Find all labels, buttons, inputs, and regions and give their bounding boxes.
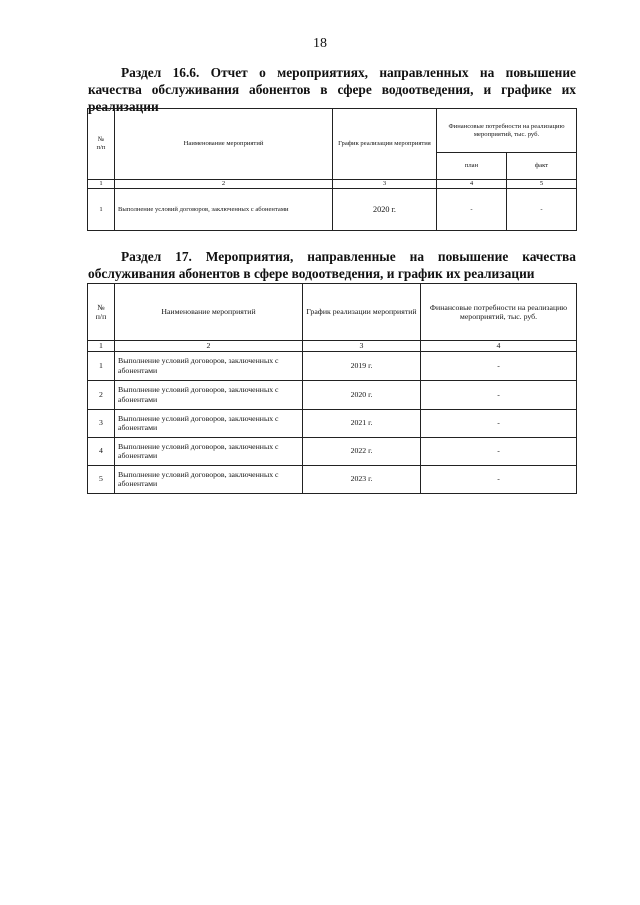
header-num: № п/п	[88, 284, 115, 341]
column-number: 4	[421, 341, 577, 352]
header-schedule: График реализации мероприятий	[303, 284, 421, 341]
header-name: Наименование мероприятий	[115, 109, 333, 180]
row-plan: -	[437, 189, 507, 231]
row-number: 2	[88, 380, 115, 409]
row-cost: -	[421, 465, 577, 493]
row-number: 1	[88, 351, 115, 380]
row-name: Выполнение условий договоров, заключенных с абонентами	[115, 189, 333, 231]
row-year: 2021 г.	[303, 409, 421, 437]
column-number: 2	[115, 341, 303, 352]
section-16-6-table	[87, 108, 577, 231]
column-number: 4	[437, 180, 507, 189]
row-cost: -	[421, 380, 577, 409]
row-number: 3	[88, 409, 115, 437]
row-number: 1	[88, 189, 115, 231]
column-number: 5	[507, 180, 577, 189]
row-number: 4	[88, 437, 115, 465]
section-16-6-title: Раздел 16.6. Отчет о мероприятиях, направленных на повышение качества обслуживания абонентов в сфере водоотведения, и графике их реализации	[88, 65, 576, 114]
row-cost: -	[421, 409, 577, 437]
row-fact: -	[507, 189, 577, 231]
header-fact: факт	[507, 153, 577, 180]
header-schedule: График реализации мероприятия	[333, 109, 437, 180]
table-row	[88, 351, 577, 380]
header-finance: Финансовые потребности на реализацию мероприятий, тыс. руб.	[437, 109, 577, 153]
row-year: 2019 г.	[303, 351, 421, 380]
header-name: Наименование мероприятий	[115, 284, 303, 341]
section-17-title: Раздел 17. Мероприятия, направленные на повышение качества обслуживания абонентов в сфере водоотведения, и график их реализации	[88, 249, 576, 281]
row-name: Выполнение условий договоров, заключенных с абонентами	[115, 409, 303, 437]
column-number: 2	[115, 180, 333, 189]
row-cost: -	[421, 351, 577, 380]
row-year: 2020 г.	[333, 189, 437, 231]
header-plan: план	[437, 153, 507, 180]
row-year: 2023 г.	[303, 465, 421, 493]
row-year: 2022 г.	[303, 437, 421, 465]
column-number: 1	[88, 341, 115, 352]
table-row	[88, 465, 577, 493]
column-number: 1	[88, 180, 115, 189]
table-row	[88, 189, 577, 231]
table-row	[88, 437, 577, 465]
page-number: 18	[313, 36, 327, 51]
row-name: Выполнение условий договоров, заключенных с абонентами	[115, 351, 303, 380]
section-17-table	[87, 283, 577, 494]
header-finance: Финансовые потребности на реализацию мероприятий, тыс. руб.	[421, 284, 577, 341]
header-num: № п/п	[88, 109, 115, 180]
row-number: 5	[88, 465, 115, 493]
row-name: Выполнение условий договоров, заключенных с абонентами	[115, 437, 303, 465]
column-number: 3	[303, 341, 421, 352]
row-year: 2020 г.	[303, 380, 421, 409]
column-number: 3	[333, 180, 437, 189]
row-name: Выполнение условий договоров, заключенных с абонентами	[115, 380, 303, 409]
table-row	[88, 409, 577, 437]
row-cost: -	[421, 437, 577, 465]
table-row	[88, 380, 577, 409]
row-name: Выполнение условий договоров, заключенных с абонентами	[115, 465, 303, 493]
